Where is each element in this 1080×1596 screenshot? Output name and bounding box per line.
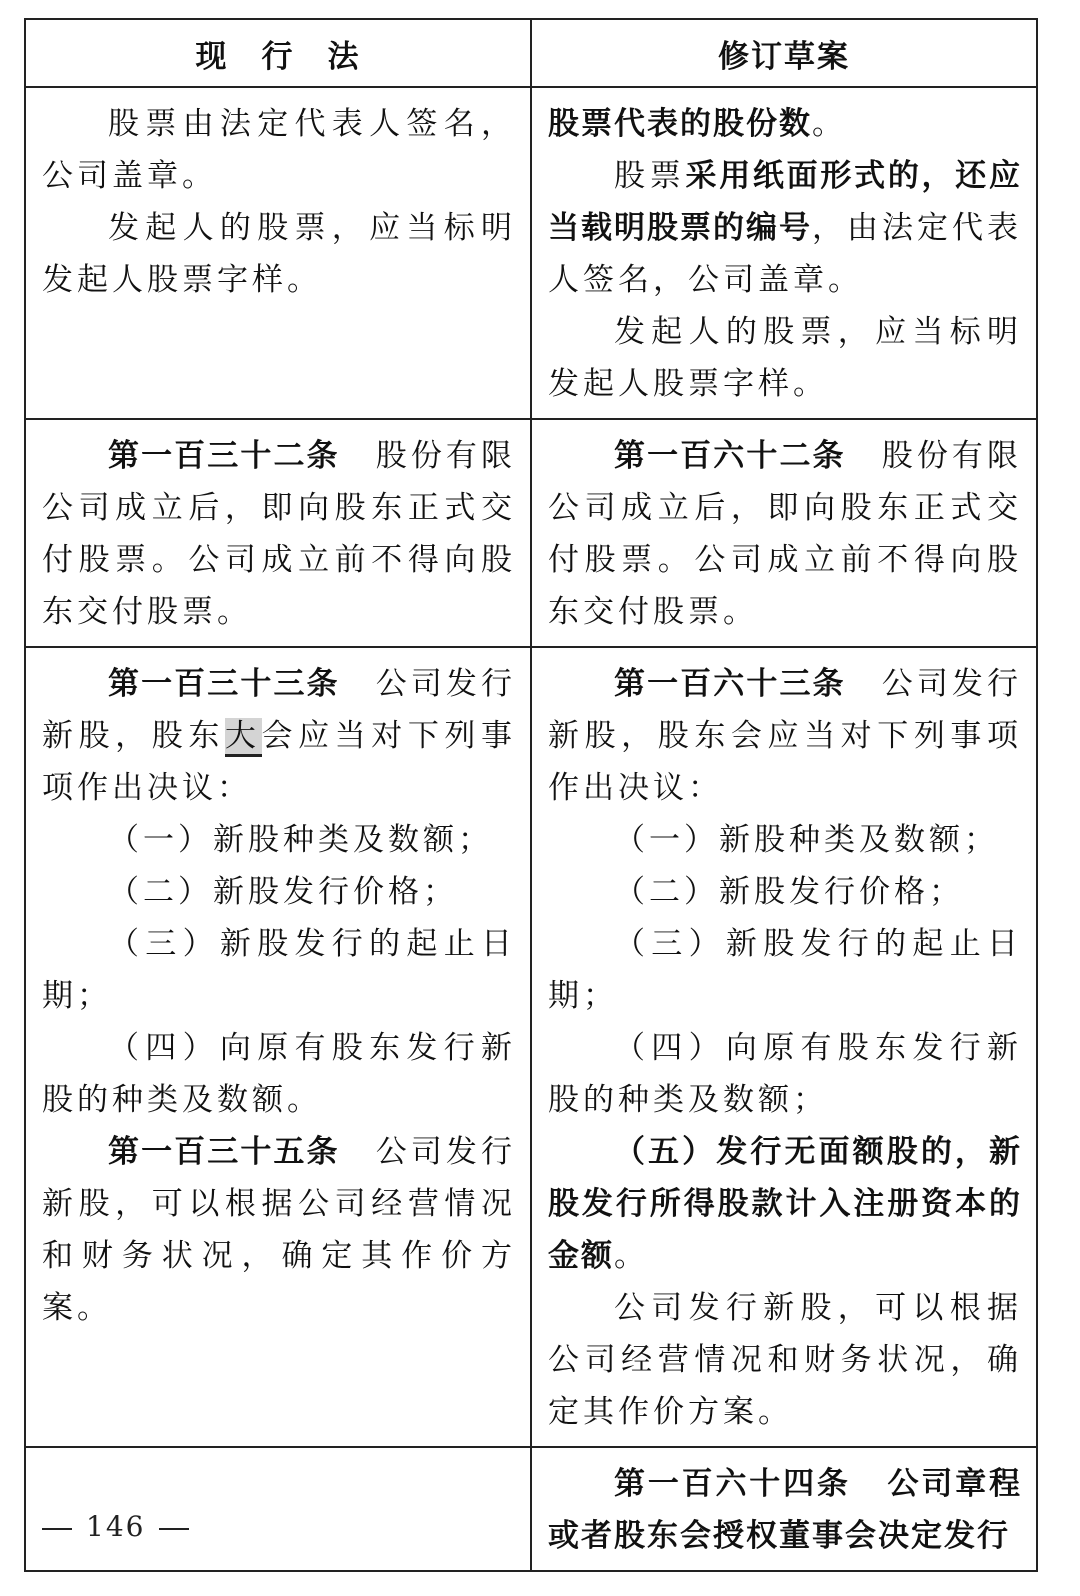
list-item: （一）新股种类及数额；	[108, 822, 493, 858]
paragraph	[548, 658, 1022, 814]
list-item: （二）新股发行价格；	[108, 874, 458, 910]
table-row	[25, 419, 1037, 647]
dash-right	[159, 1528, 189, 1530]
header-current-law: 现 行 法	[25, 19, 531, 87]
text: 股份有限公司成立后，即向股东正式交付股票。公司成立前不得向股东交付股票。	[548, 438, 1023, 630]
header-revised-draft: 修订草案	[531, 19, 1037, 87]
text: 股票	[614, 158, 686, 194]
article-title: 第一百三十五条	[108, 1134, 340, 1170]
cell-revised-draft	[531, 87, 1037, 419]
text: 。	[614, 1238, 649, 1274]
list-item: （一）新股种类及数额；	[614, 822, 999, 858]
paragraph: 发起人的股票，应当标明发起人股票字样。	[42, 210, 516, 298]
highlighted-char: 大	[225, 718, 262, 757]
article-title: 第一百六十四条	[614, 1466, 851, 1502]
bold-text: （五）发行无面额股的，新股发行所得股款计入注册资本的金额	[548, 1134, 1022, 1274]
table-header-row	[25, 19, 1037, 87]
article-title: 第一百六十三条	[614, 666, 846, 702]
text: 公司发行新股，可以根据公司经营情况和财务状况，确定其作价方案。	[42, 1134, 517, 1326]
text: 会应当对下列事项作出决议：	[42, 718, 517, 806]
text: 公司发行新股，股东会应当对下列事项作出决议：	[548, 666, 1023, 806]
article-title: 第一百三十三条	[108, 666, 340, 702]
table-row	[25, 87, 1037, 419]
page-number: 146	[86, 1510, 146, 1543]
list-item: （二）新股发行价格；	[614, 874, 964, 910]
comparison-table	[24, 18, 1038, 1572]
list-item: （三）新股发行的起止日期；	[548, 926, 1022, 1014]
paragraph: 股票由法定代表人签名，公司盖章。	[42, 106, 516, 194]
paragraph: 公司发行新股，可以根据公司经营情况和财务状况，确定其作价方案。	[548, 1290, 1022, 1430]
paragraph	[42, 1126, 516, 1334]
paragraph	[548, 150, 1022, 306]
list-item: （四）向原有股东发行新股的种类及数额；	[548, 1030, 1022, 1118]
bold-text: 采用纸面形式的，还应当载明股票的编号	[548, 158, 1023, 246]
cell-current-law	[25, 647, 531, 1447]
article-title: 第一百三十二条	[108, 438, 340, 474]
bold-text: 股票代表的股份数	[548, 106, 812, 142]
table-row	[25, 1447, 1037, 1571]
article-title: 第一百六十二条	[614, 438, 846, 474]
paragraph	[548, 1458, 1022, 1562]
paragraph	[42, 430, 516, 638]
text: 。	[812, 106, 847, 142]
page-footer	[28, 1510, 203, 1543]
paragraph	[548, 430, 1022, 638]
cell-current-law	[25, 87, 531, 419]
dash-left	[42, 1528, 72, 1530]
paragraph: 发起人的股票，应当标明发起人股票字样。	[548, 314, 1022, 402]
cell-revised-draft	[531, 419, 1037, 647]
text: ，由法定代表人签名，公司盖章。	[548, 210, 1022, 298]
paragraph	[548, 98, 1022, 150]
list-item: （四）向原有股东发行新股的种类及数额。	[42, 1030, 516, 1118]
list-item	[548, 1126, 1022, 1282]
cell-current-law-empty	[25, 1447, 531, 1571]
list-item: （三）新股发行的起止日期；	[42, 926, 516, 1014]
bold-text: 公司章程或者股东会授权董事会决定发行	[548, 1466, 1023, 1554]
paragraph	[42, 658, 516, 814]
cell-current-law	[25, 419, 531, 647]
text: 公司发行新股，股东	[42, 666, 517, 754]
cell-revised-draft	[531, 1447, 1037, 1571]
table-row	[25, 647, 1037, 1447]
text: 股份有限公司成立后，即向股东正式交付股票。公司成立前不得向股东交付股票。	[42, 438, 517, 630]
cell-revised-draft	[531, 647, 1037, 1447]
